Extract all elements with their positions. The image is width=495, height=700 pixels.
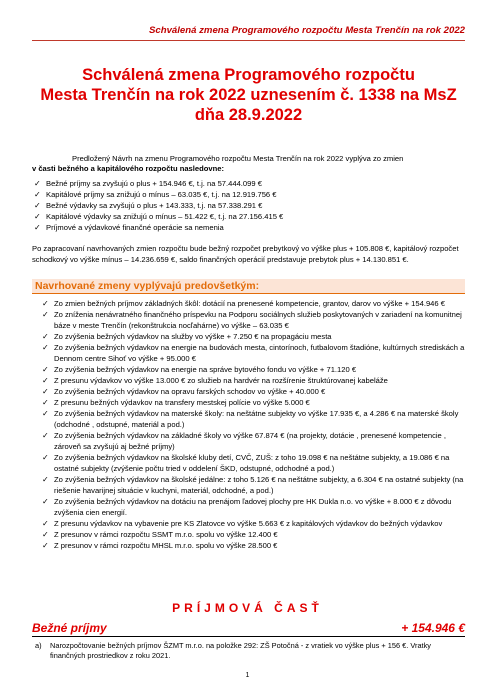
changes-heading: Navrhované zmeny vyplývajú predovšetkým: (32, 279, 465, 294)
document-title (32, 65, 465, 125)
change-item: ✓ Zo zvýšenia bežných výdavkov na základné školy vo výške 67.874 € (na projekty, dotácie , prenesené kompetencie , zároveň sa zvyšujú aj bežné príjmy) (42, 431, 446, 451)
change-item: ✓ Z presunu bežných výdavkov na transfery mestskej polície vo výške 5.000 € (42, 398, 310, 407)
change-item: ✓ Zo zvýšenia bežných výdavkov na dotáciu na prenájom ľadovej plochy pre HK Dukla n.o. vo výške + 8.000 € z dôvodu zvýšenia cien energií. (42, 497, 452, 517)
check-icon: ✓ (42, 453, 49, 462)
item-letter: a) (35, 641, 42, 650)
summary-item: ✓ Bežné príjmy sa zvyšujú o plus + 154.946 €, t.j. na 57.444.099 € (34, 179, 262, 188)
check-icon: ✓ (42, 343, 49, 352)
intro-text: Predložený Návrh na zmenu Programového rozpočtu Mesta Trenčín na rok 2022 vyplýva zo zmien (72, 154, 404, 163)
item-text: Narozpočtovanie bežných príjmov ŠZMT m.r.o. na položke 292: ZŠ Potočná - z vratiek vo výške plus + 156 €. Vratky finančných prostriedkov z roku 2021. (50, 641, 431, 660)
check-icon: ✓ (42, 497, 49, 506)
change-item: ✓ Z presunov v rámci rozpočtu MHSL m.r.o. spolu vo výške 28.500 € (42, 541, 278, 550)
page-number: 1 (245, 672, 250, 679)
check-icon: ✓ (42, 332, 49, 341)
change-item: ✓ Z presunu výdavkov vo výške 13.000 € zo služieb na hardvér na rozšírenie štruktúrovanej kabeláže (42, 376, 388, 385)
change-item: ✓ Zo zmien bežných príjmov základných škôl: dotácií na prenesené kompetencie, grantov, darov vo výške + 154.946 € (42, 299, 445, 308)
intro-paragraph (32, 154, 465, 174)
change-item: ✓ Zo zvýšenia bežných výdavkov na školské jedálne: z toho 5.126 € na neštátne subjekty, a 6.304 € na ostatné subjekty (na riešenie havarijnej situácie v kuchyni, materiál, odchodné, a pod.) (42, 475, 464, 495)
summary-item: ✓ Kapitálové príjmy sa znižujú o mínus – 63.035 €, t.j. na 12.919.756 € (34, 190, 277, 199)
check-icon: ✓ (42, 387, 49, 396)
header-rule (32, 40, 465, 41)
change-item: ✓ Zo zvýšenia bežných výdavkov na energie na správe bytového fondu vo výške + 71.120 € (42, 365, 357, 374)
subsection-amount: + 154.946 € (401, 621, 465, 635)
check-icon: ✓ (42, 376, 49, 385)
change-item: ✓ Zo zvýšenia bežných výdavkov na školské kluby detí, CVČ, ZUŠ: z toho 19.098 € na neštátne subjekty, a 19.086 € na ostatné subjekty (zvýšenie počtu tried v oddelení ŠKD, odstupné, odchodné a pod.) (42, 453, 450, 473)
check-icon: ✓ (42, 431, 49, 440)
section-title: PRÍJMOVÁ ČASŤ (172, 601, 323, 615)
running-header: Schválená zmena Programového rozpočtu Mesta Trenčín na rok 2022 (149, 25, 465, 36)
summary-item: ✓ Bežné výdavky sa zvyšujú o plus + 143.333, t.j. na 57.338.291 € (34, 201, 263, 210)
check-icon: ✓ (42, 365, 49, 374)
summary-list (32, 178, 465, 233)
change-item: ✓ Zo zníženia nenávratného finančného príspevku na Podporu sociálnych služieb poskytovaných v zariadení na komunitnej báze v meste Trenčín (rekonštrukcia nocľahárne) vo výške – 63.035 € (42, 310, 462, 330)
check-icon: ✓ (42, 310, 49, 319)
change-item: ✓ Z presunu výdavkov na vybavenie pre KS Zlatovce vo výške 5.663 € z kapitálových výdavkov do bežných výdavkov (42, 519, 443, 528)
balance-paragraph: Po zapracovaní navrhovaných zmien rozpočtu bude bežný rozpočet prebytkový vo výške plus + 105.808 €, kapitálový rozpočet schodkový vo výške mínus – 14.236.659 €, saldo finančných operácií predstavuje prebytok plus + 14.130.851 €. (32, 244, 459, 264)
check-icon: ✓ (34, 212, 41, 221)
check-icon: ✓ (42, 519, 49, 528)
change-item: ✓ Zo zvýšenia bežných výdavkov na opravu farských schodov vo výške + 40.000 € (42, 387, 326, 396)
income-item (32, 641, 465, 661)
change-item: ✓ Zo zvýšenia bežných výdavkov na energie na budovách mesta, cintorínoch, futbalovom štadióne, kultúrnych strediskách a Dennom centre Sihoť vo výške + 95.000 € (42, 343, 465, 363)
change-item: ✓ Z presunov v rámci rozpočtu SSMT m.r.o. spolu vo výške 12.400 € (42, 530, 278, 539)
check-icon: ✓ (34, 179, 41, 188)
title-line-1: Schválená zmena Programového rozpočtu (82, 66, 415, 84)
title-line-3: dňa 28.9.2022 (194, 106, 303, 124)
subsection-heading (32, 621, 465, 637)
check-icon: ✓ (42, 475, 49, 484)
subsection-label: Bežné príjmy (32, 621, 107, 635)
check-icon: ✓ (42, 541, 49, 550)
check-icon: ✓ (34, 201, 41, 210)
changes-list (40, 298, 465, 551)
change-item: ✓ Zo zvýšenia bežných výdavkov na materské školy: na neštátne subjekty vo výške 17.935 €, a 4.286 € na materské školy (odchodné , odstupné, materiál a pod.) (42, 409, 459, 429)
summary-item: ✓ Príjmové a výdavkové finančné operácie sa nemenia (34, 223, 224, 232)
check-icon: ✓ (34, 190, 41, 199)
income-items (32, 641, 465, 661)
title-line-2: Mesta Trenčín na rok 2022 uznesením č. 1338 na MsZ (40, 86, 457, 104)
check-icon: ✓ (42, 409, 49, 418)
check-icon: ✓ (42, 398, 49, 407)
check-icon: ✓ (34, 223, 41, 232)
summary-item: ✓ Kapitálové výdavky sa znižujú o mínus – 51.422 €, t.j. na 27.156.415 € (34, 212, 284, 221)
change-item: ✓ Zo zvýšenia bežných výdavkov na služby vo výške + 7.250 € na propagáciu mesta (42, 332, 332, 341)
check-icon: ✓ (42, 530, 49, 539)
check-icon: ✓ (42, 299, 49, 308)
intro-bold-text: v časti bežného a kapitálového rozpočtu nasledovne: (32, 164, 224, 173)
